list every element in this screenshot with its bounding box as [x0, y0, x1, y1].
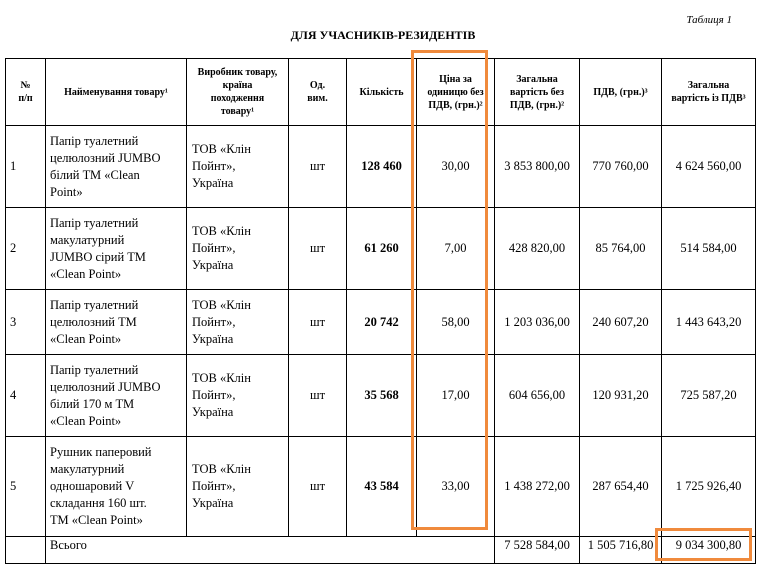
row-qty: 35 568 — [347, 355, 417, 437]
row-unit: шт — [289, 437, 347, 537]
row-name: Рушник паперовий макулатурний одношаровий V складання 160 шт. ТМ «Clean Point» — [46, 437, 187, 537]
row-manufacturer: ТОВ «Клін Пойнт», Україна — [187, 437, 289, 537]
row-unit: шт — [289, 355, 347, 437]
row-num: 1 — [6, 126, 46, 208]
row-vat: 85 764,00 — [580, 208, 662, 290]
totals-total-vat: 9 034 300,80 — [662, 537, 756, 564]
header-vat: ПДВ, (грн.)³ — [580, 59, 662, 126]
totals-num-cell — [6, 537, 46, 564]
table-row — [6, 290, 756, 355]
document-title: ДЛЯ УЧАСНИКІВ-РЕЗИДЕНТІВ — [290, 28, 476, 42]
row-manufacturer: ТОВ «Клін Пойнт», Україна — [187, 208, 289, 290]
row-qty: 20 742 — [347, 290, 417, 355]
table-row — [6, 437, 756, 537]
row-total-vat: 1 443 643,20 — [662, 290, 756, 355]
totals-vat: 1 505 716,80 — [580, 537, 662, 564]
row-name: Папір туалетний целюлозний JUMBO білий 170 м ТМ «Clean Point» — [46, 355, 187, 437]
header-price: Ціна за одиницю без ПДВ, (грн.)² — [417, 59, 495, 126]
goods-table — [5, 58, 756, 564]
row-total: 1 203 036,00 — [495, 290, 580, 355]
row-name: Папір туалетний целюлозний ТМ «Clean Point» — [46, 290, 187, 355]
header-manufacturer: Виробник товару, країна походження товару¹ — [187, 59, 289, 126]
row-vat: 770 760,00 — [580, 126, 662, 208]
row-manufacturer: ТОВ «Клін Пойнт», Україна — [187, 126, 289, 208]
row-qty: 43 584 — [347, 437, 417, 537]
row-total-vat: 4 624 560,00 — [662, 126, 756, 208]
header-row — [6, 59, 756, 126]
row-total-vat: 514 584,00 — [662, 208, 756, 290]
row-price: 17,00 — [417, 355, 495, 437]
row-unit: шт — [289, 290, 347, 355]
row-price: 58,00 — [417, 290, 495, 355]
header-name: Найменування товару¹ — [46, 59, 187, 126]
row-price: 30,00 — [417, 126, 495, 208]
row-manufacturer: ТОВ «Клін Пойнт», Україна — [187, 355, 289, 437]
row-name: Папір туалетний целюлозний JUMBO білий ТМ «Clean Point» — [46, 126, 187, 208]
row-price: 33,00 — [417, 437, 495, 537]
row-total: 428 820,00 — [495, 208, 580, 290]
table-row — [6, 126, 756, 208]
totals-label: Всього — [46, 537, 495, 564]
row-manufacturer: ТОВ «Клін Пойнт», Україна — [187, 290, 289, 355]
row-total: 1 438 272,00 — [495, 437, 580, 537]
header-total-vat: Загальна вартість із ПДВ³ — [662, 59, 756, 126]
row-num: 4 — [6, 355, 46, 437]
header-unit: Од. вим. — [289, 59, 347, 126]
row-total: 604 656,00 — [495, 355, 580, 437]
table-row — [6, 355, 756, 437]
totals-row — [6, 537, 756, 564]
row-price: 7,00 — [417, 208, 495, 290]
row-num: 3 — [6, 290, 46, 355]
row-vat: 287 654,40 — [580, 437, 662, 537]
row-qty: 61 260 — [347, 208, 417, 290]
row-total: 3 853 800,00 — [495, 126, 580, 208]
row-num: 2 — [6, 208, 46, 290]
row-total-vat: 725 587,20 — [662, 355, 756, 437]
row-unit: шт — [289, 126, 347, 208]
table-caption: Таблиця 1 — [686, 14, 732, 26]
row-vat: 120 931,20 — [580, 355, 662, 437]
header-qty: Кількість — [347, 59, 417, 126]
row-vat: 240 607,20 — [580, 290, 662, 355]
row-name: Папір туалетний макулатурний JUMBO сірий ТМ «Clean Point» — [46, 208, 187, 290]
row-unit: шт — [289, 208, 347, 290]
totals-total: 7 528 584,00 — [495, 537, 580, 564]
row-total-vat: 1 725 926,40 — [662, 437, 756, 537]
row-qty: 128 460 — [347, 126, 417, 208]
header-num: № п/п — [6, 59, 46, 126]
row-num: 5 — [6, 437, 46, 537]
header-total: Загальна вартість без ПДВ, (грн.)² — [495, 59, 580, 126]
table-row — [6, 208, 756, 290]
